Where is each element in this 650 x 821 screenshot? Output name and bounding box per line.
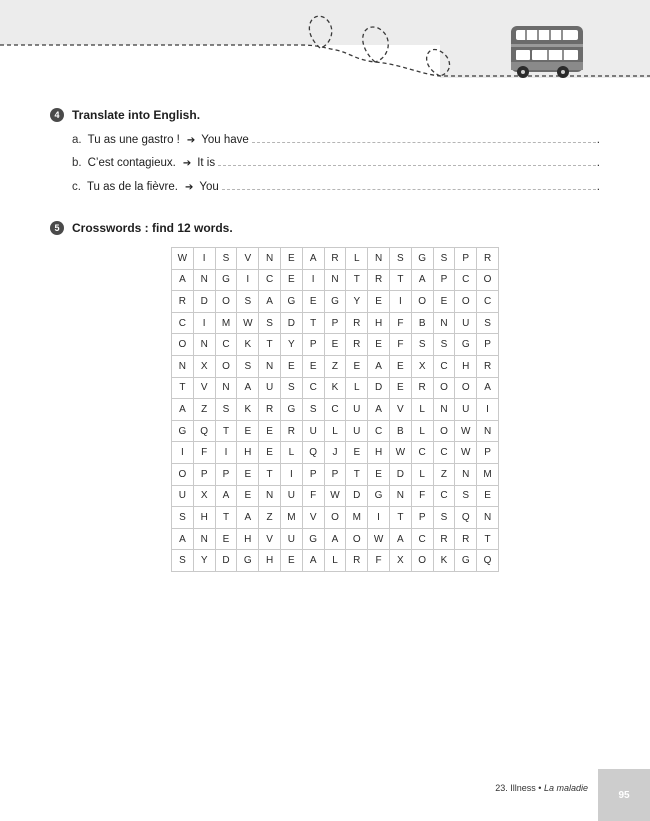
- grid-cell[interactable]: S: [172, 550, 194, 572]
- grid-row: [172, 507, 499, 529]
- grid-cell[interactable]: N: [433, 399, 455, 421]
- grid-cell[interactable]: O: [455, 377, 477, 399]
- item-letter: a.: [72, 134, 82, 146]
- grid-cell[interactable]: X: [193, 485, 215, 507]
- grid-row: [172, 550, 499, 572]
- grid-cell[interactable]: L: [346, 248, 368, 270]
- grid-cell[interactable]: S: [237, 355, 259, 377]
- grid-cell[interactable]: R: [259, 399, 281, 421]
- grid-cell[interactable]: Z: [259, 507, 281, 529]
- grid-cell[interactable]: S: [389, 248, 411, 270]
- grid-cell[interactable]: N: [172, 355, 194, 377]
- grid-cell[interactable]: G: [368, 485, 390, 507]
- exercise-4-title: [50, 108, 200, 122]
- grid-cell[interactable]: H: [237, 442, 259, 464]
- grid-cell[interactable]: O: [346, 528, 368, 550]
- grid-cell[interactable]: O: [215, 291, 237, 313]
- grid-row: [172, 248, 499, 270]
- grid-cell[interactable]: X: [193, 355, 215, 377]
- grid-cell[interactable]: O: [411, 550, 433, 572]
- grid-cell[interactable]: N: [193, 334, 215, 356]
- grid-cell[interactable]: D: [346, 485, 368, 507]
- grid-cell[interactable]: U: [280, 485, 302, 507]
- grid-cell[interactable]: U: [172, 485, 194, 507]
- grid-row: [172, 291, 499, 313]
- grid-cell[interactable]: O: [455, 291, 477, 313]
- grid-cell[interactable]: E: [368, 334, 390, 356]
- grid-cell[interactable]: F: [193, 442, 215, 464]
- grid-row: [172, 355, 499, 377]
- grid-cell[interactable]: Q: [302, 442, 324, 464]
- grid-cell[interactable]: T: [477, 528, 499, 550]
- grid-cell[interactable]: Z: [433, 463, 455, 485]
- grid-cell[interactable]: C: [215, 334, 237, 356]
- grid-cell[interactable]: T: [172, 377, 194, 399]
- grid-cell[interactable]: V: [259, 528, 281, 550]
- grid-cell[interactable]: B: [389, 420, 411, 442]
- grid-cell[interactable]: K: [324, 377, 346, 399]
- grid-cell[interactable]: L: [411, 420, 433, 442]
- grid-cell[interactable]: U: [280, 528, 302, 550]
- grid-cell[interactable]: C: [324, 399, 346, 421]
- exercise-title-text: Translate into English.: [72, 108, 201, 122]
- grid-cell[interactable]: N: [259, 355, 281, 377]
- header-decoration: [0, 0, 650, 80]
- grid-cell[interactable]: V: [237, 248, 259, 270]
- grid-cell[interactable]: A: [259, 291, 281, 313]
- grid-row: [172, 312, 499, 334]
- grid-cell[interactable]: T: [215, 420, 237, 442]
- grid-cell[interactable]: W: [368, 528, 390, 550]
- answer-line[interactable]: [222, 181, 596, 190]
- grid-cell[interactable]: N: [477, 420, 499, 442]
- grid-cell[interactable]: T: [389, 507, 411, 529]
- grid-cell[interactable]: K: [433, 550, 455, 572]
- grid-cell[interactable]: D: [280, 312, 302, 334]
- french-sentence: C’est contagieux.: [87, 157, 176, 169]
- grid-cell[interactable]: P: [302, 334, 324, 356]
- grid-cell[interactable]: O: [433, 420, 455, 442]
- item-letter: c.: [72, 181, 81, 193]
- grid-row: [172, 399, 499, 421]
- grid-cell[interactable]: N: [477, 507, 499, 529]
- grid-cell[interactable]: Q: [455, 507, 477, 529]
- grid-cell[interactable]: A: [411, 269, 433, 291]
- grid-cell[interactable]: A: [302, 550, 324, 572]
- grid-cell[interactable]: E: [477, 485, 499, 507]
- grid-cell[interactable]: M: [346, 507, 368, 529]
- grid-cell[interactable]: W: [172, 248, 194, 270]
- grid-row: [172, 442, 499, 464]
- french-sentence: Tu as une gastro !: [87, 134, 180, 146]
- exercise-5-title: [50, 221, 233, 235]
- grid-cell[interactable]: C: [411, 442, 433, 464]
- grid-cell[interactable]: E: [280, 355, 302, 377]
- grid-cell[interactable]: G: [302, 528, 324, 550]
- grid-row: [172, 463, 499, 485]
- grid-cell[interactable]: S: [215, 248, 237, 270]
- grid-cell[interactable]: N: [193, 269, 215, 291]
- grid-cell[interactable]: S: [172, 507, 194, 529]
- word-search-grid: [171, 247, 499, 572]
- grid-cell[interactable]: E: [280, 248, 302, 270]
- grid-cell[interactable]: D: [215, 550, 237, 572]
- grid-cell[interactable]: E: [302, 355, 324, 377]
- grid-cell[interactable]: W: [455, 420, 477, 442]
- grid-cell[interactable]: L: [324, 420, 346, 442]
- grid-cell[interactable]: O: [215, 355, 237, 377]
- grid-cell[interactable]: C: [433, 485, 455, 507]
- grid-cell[interactable]: A: [302, 248, 324, 270]
- grid-cell[interactable]: L: [324, 550, 346, 572]
- grid-cell[interactable]: D: [389, 463, 411, 485]
- grid-cell[interactable]: A: [477, 377, 499, 399]
- grid-cell[interactable]: Q: [477, 550, 499, 572]
- grid-cell[interactable]: T: [346, 269, 368, 291]
- grid-cell[interactable]: I: [193, 312, 215, 334]
- grid-cell[interactable]: C: [411, 528, 433, 550]
- grid-cell[interactable]: U: [455, 399, 477, 421]
- grid-cell[interactable]: E: [389, 377, 411, 399]
- grid-cell[interactable]: M: [280, 507, 302, 529]
- answer-end: .: [596, 134, 600, 146]
- grid-cell[interactable]: J: [324, 442, 346, 464]
- grid-cell[interactable]: T: [259, 334, 281, 356]
- grid-cell[interactable]: P: [324, 312, 346, 334]
- grid-cell[interactable]: I: [237, 269, 259, 291]
- grid-cell[interactable]: E: [324, 334, 346, 356]
- grid-cell[interactable]: I: [280, 463, 302, 485]
- grid-cell[interactable]: Z: [324, 355, 346, 377]
- grid-cell[interactable]: A: [324, 528, 346, 550]
- answer-start: It is: [197, 157, 216, 169]
- grid-cell[interactable]: I: [302, 269, 324, 291]
- grid-cell[interactable]: I: [215, 442, 237, 464]
- grid-cell[interactable]: A: [172, 269, 194, 291]
- grid-cell[interactable]: O: [411, 291, 433, 313]
- grid-cell[interactable]: Z: [193, 399, 215, 421]
- grid-cell[interactable]: U: [455, 312, 477, 334]
- grid-cell[interactable]: S: [302, 399, 324, 421]
- grid-cell[interactable]: U: [259, 377, 281, 399]
- grid-cell[interactable]: T: [259, 463, 281, 485]
- grid-cell[interactable]: E: [215, 528, 237, 550]
- grid-row: [172, 269, 499, 291]
- grid-cell[interactable]: C: [477, 291, 499, 313]
- right-arrow-icon: ➔: [186, 135, 196, 146]
- answer-line[interactable]: [218, 157, 596, 166]
- grid-cell[interactable]: R: [324, 248, 346, 270]
- right-arrow-icon: ➔: [182, 158, 192, 169]
- grid-row: [172, 528, 499, 550]
- grid-cell[interactable]: M: [477, 463, 499, 485]
- grid-cell[interactable]: K: [237, 399, 259, 421]
- grid-cell[interactable]: H: [368, 312, 390, 334]
- grid-cell[interactable]: T: [215, 507, 237, 529]
- grid-cell[interactable]: Y: [346, 291, 368, 313]
- page-number: [598, 769, 650, 821]
- grid-cell[interactable]: Y: [280, 334, 302, 356]
- grid-cell[interactable]: S: [433, 507, 455, 529]
- grid-cell[interactable]: V: [389, 399, 411, 421]
- grid-cell[interactable]: U: [346, 399, 368, 421]
- grid-cell[interactable]: U: [302, 420, 324, 442]
- grid-cell[interactable]: C: [433, 355, 455, 377]
- grid-cell[interactable]: X: [389, 550, 411, 572]
- grid-cell[interactable]: N: [259, 485, 281, 507]
- grid-cell[interactable]: K: [237, 334, 259, 356]
- grid-cell[interactable]: A: [368, 355, 390, 377]
- grid-cell[interactable]: G: [280, 399, 302, 421]
- grid-cell[interactable]: D: [193, 291, 215, 313]
- grid-cell[interactable]: A: [389, 528, 411, 550]
- footer-chapter: [495, 783, 588, 793]
- grid-cell[interactable]: E: [237, 485, 259, 507]
- grid-cell[interactable]: G: [455, 550, 477, 572]
- grid-cell[interactable]: E: [346, 355, 368, 377]
- grid-cell[interactable]: R: [477, 248, 499, 270]
- grid-row: [172, 485, 499, 507]
- answer-end: .: [596, 157, 600, 169]
- double-decker-bus-icon: [511, 26, 583, 78]
- grid-cell[interactable]: R: [368, 269, 390, 291]
- grid-cell[interactable]: S: [259, 312, 281, 334]
- grid-cell[interactable]: S: [237, 291, 259, 313]
- grid-cell[interactable]: F: [411, 485, 433, 507]
- grid-cell[interactable]: W: [389, 442, 411, 464]
- grid-cell[interactable]: A: [215, 485, 237, 507]
- chapter-title-french: La maladie: [543, 783, 588, 793]
- grid-cell[interactable]: C: [302, 377, 324, 399]
- grid-cell[interactable]: A: [172, 528, 194, 550]
- grid-cell[interactable]: G: [172, 420, 194, 442]
- grid-cell[interactable]: C: [259, 269, 281, 291]
- grid-cell[interactable]: R: [346, 550, 368, 572]
- grid-cell[interactable]: I: [172, 442, 194, 464]
- grid-cell[interactable]: S: [215, 399, 237, 421]
- grid-cell[interactable]: N: [433, 312, 455, 334]
- grid-cell[interactable]: E: [368, 463, 390, 485]
- grid-cell[interactable]: S: [280, 377, 302, 399]
- grid-cell[interactable]: A: [368, 399, 390, 421]
- grid-cell[interactable]: S: [433, 248, 455, 270]
- grid-cell[interactable]: R: [172, 291, 194, 313]
- grid-cell[interactable]: V: [193, 377, 215, 399]
- grid-cell[interactable]: E: [237, 463, 259, 485]
- exercise-number-badge: 5: [50, 221, 64, 235]
- grid-cell[interactable]: P: [193, 463, 215, 485]
- exercise-title-text: Crosswords : find 12 words.: [72, 221, 233, 235]
- grid-cell[interactable]: N: [215, 377, 237, 399]
- grid-cell[interactable]: N: [368, 248, 390, 270]
- grid-cell[interactable]: O: [172, 334, 194, 356]
- grid-cell[interactable]: F: [368, 550, 390, 572]
- grid-cell[interactable]: E: [433, 291, 455, 313]
- grid-row: [172, 377, 499, 399]
- translation-item-c: [72, 181, 600, 193]
- page-number-text: 95: [618, 789, 630, 801]
- grid-cell[interactable]: R: [346, 334, 368, 356]
- grid-cell[interactable]: H: [368, 442, 390, 464]
- grid-cell[interactable]: S: [433, 334, 455, 356]
- grid-cell[interactable]: R: [433, 528, 455, 550]
- grid-cell[interactable]: E: [259, 442, 281, 464]
- answer-start: You: [199, 181, 219, 193]
- grid-cell[interactable]: C: [455, 269, 477, 291]
- grid-cell[interactable]: V: [302, 507, 324, 529]
- grid-cell[interactable]: E: [389, 355, 411, 377]
- grid-cell[interactable]: F: [302, 485, 324, 507]
- grid-cell[interactable]: F: [389, 334, 411, 356]
- grid-cell[interactable]: W: [237, 312, 259, 334]
- grid-cell[interactable]: T: [346, 463, 368, 485]
- grid-cell[interactable]: D: [368, 377, 390, 399]
- grid-cell[interactable]: Q: [193, 420, 215, 442]
- grid-cell[interactable]: I: [368, 507, 390, 529]
- grid-cell[interactable]: E: [302, 291, 324, 313]
- grid-cell[interactable]: P: [455, 248, 477, 270]
- exercise-number-badge: 4: [50, 108, 64, 122]
- grid-cell[interactable]: W: [324, 485, 346, 507]
- grid-cell[interactable]: Y: [193, 550, 215, 572]
- grid-cell[interactable]: P: [324, 463, 346, 485]
- grid-cell[interactable]: C: [172, 312, 194, 334]
- grid-cell[interactable]: E: [368, 291, 390, 313]
- grid-row: [172, 420, 499, 442]
- grid-cell[interactable]: H: [455, 355, 477, 377]
- grid-cell[interactable]: G: [215, 269, 237, 291]
- grid-cell[interactable]: L: [346, 377, 368, 399]
- grid-cell[interactable]: L: [411, 399, 433, 421]
- grid-cell[interactable]: G: [455, 334, 477, 356]
- grid-cell[interactable]: A: [237, 377, 259, 399]
- grid-cell[interactable]: W: [455, 442, 477, 464]
- grid-cell[interactable]: G: [324, 291, 346, 313]
- grid-cell[interactable]: E: [280, 269, 302, 291]
- grid-cell[interactable]: P: [302, 463, 324, 485]
- translation-item-b: [72, 157, 600, 169]
- grid-cell[interactable]: C: [433, 442, 455, 464]
- grid-cell[interactable]: P: [477, 442, 499, 464]
- grid-cell[interactable]: E: [280, 550, 302, 572]
- grid-cell[interactable]: H: [237, 528, 259, 550]
- grid-cell[interactable]: P: [477, 334, 499, 356]
- grid-cell[interactable]: G: [237, 550, 259, 572]
- grid-cell[interactable]: N: [389, 485, 411, 507]
- grid-cell[interactable]: E: [237, 420, 259, 442]
- grid-cell[interactable]: O: [477, 269, 499, 291]
- grid-cell[interactable]: L: [280, 442, 302, 464]
- grid-cell[interactable]: I: [193, 248, 215, 270]
- grid-cell[interactable]: M: [215, 312, 237, 334]
- grid-row: [172, 334, 499, 356]
- grid-cell[interactable]: R: [477, 355, 499, 377]
- chapter-title: 23. Illness: [495, 783, 536, 793]
- grid-cell[interactable]: A: [237, 507, 259, 529]
- grid-cell[interactable]: S: [455, 485, 477, 507]
- grid-cell[interactable]: O: [324, 507, 346, 529]
- grid-cell[interactable]: H: [193, 507, 215, 529]
- grid-cell[interactable]: H: [259, 550, 281, 572]
- grid-cell[interactable]: P: [215, 463, 237, 485]
- grid-cell[interactable]: A: [172, 399, 194, 421]
- grid-cell[interactable]: C: [368, 420, 390, 442]
- grid-cell[interactable]: N: [193, 528, 215, 550]
- answer-line[interactable]: [252, 134, 596, 143]
- grid-cell[interactable]: U: [346, 420, 368, 442]
- grid-cell[interactable]: O: [172, 463, 194, 485]
- answer-end: .: [596, 181, 600, 193]
- answer-start: You have: [201, 134, 249, 146]
- grid-cell[interactable]: R: [280, 420, 302, 442]
- grid-cell[interactable]: S: [411, 334, 433, 356]
- right-arrow-icon: ➔: [184, 182, 194, 193]
- grid-cell[interactable]: F: [389, 312, 411, 334]
- grid-cell[interactable]: R: [411, 377, 433, 399]
- grid-cell[interactable]: I: [477, 399, 499, 421]
- grid-cell[interactable]: R: [346, 312, 368, 334]
- grid-cell[interactable]: O: [433, 377, 455, 399]
- grid-cell[interactable]: G: [411, 248, 433, 270]
- grid-cell[interactable]: G: [280, 291, 302, 313]
- grid-cell[interactable]: X: [411, 355, 433, 377]
- grid-cell[interactable]: N: [324, 269, 346, 291]
- separator: •: [538, 783, 542, 793]
- grid-cell[interactable]: I: [389, 291, 411, 313]
- grid-cell[interactable]: E: [259, 420, 281, 442]
- grid-cell[interactable]: E: [346, 442, 368, 464]
- grid-cell[interactable]: T: [302, 312, 324, 334]
- grid-cell[interactable]: P: [433, 269, 455, 291]
- grid-cell[interactable]: B: [411, 312, 433, 334]
- grid-cell[interactable]: N: [455, 463, 477, 485]
- translation-item-a: [72, 134, 600, 146]
- grid-cell[interactable]: T: [389, 269, 411, 291]
- grid-cell[interactable]: P: [411, 507, 433, 529]
- grid-cell[interactable]: R: [455, 528, 477, 550]
- grid-cell[interactable]: N: [259, 248, 281, 270]
- grid-cell[interactable]: S: [477, 312, 499, 334]
- grid-cell[interactable]: L: [411, 463, 433, 485]
- french-sentence: Tu as de la fièvre.: [86, 181, 178, 193]
- item-letter: b.: [72, 157, 82, 169]
